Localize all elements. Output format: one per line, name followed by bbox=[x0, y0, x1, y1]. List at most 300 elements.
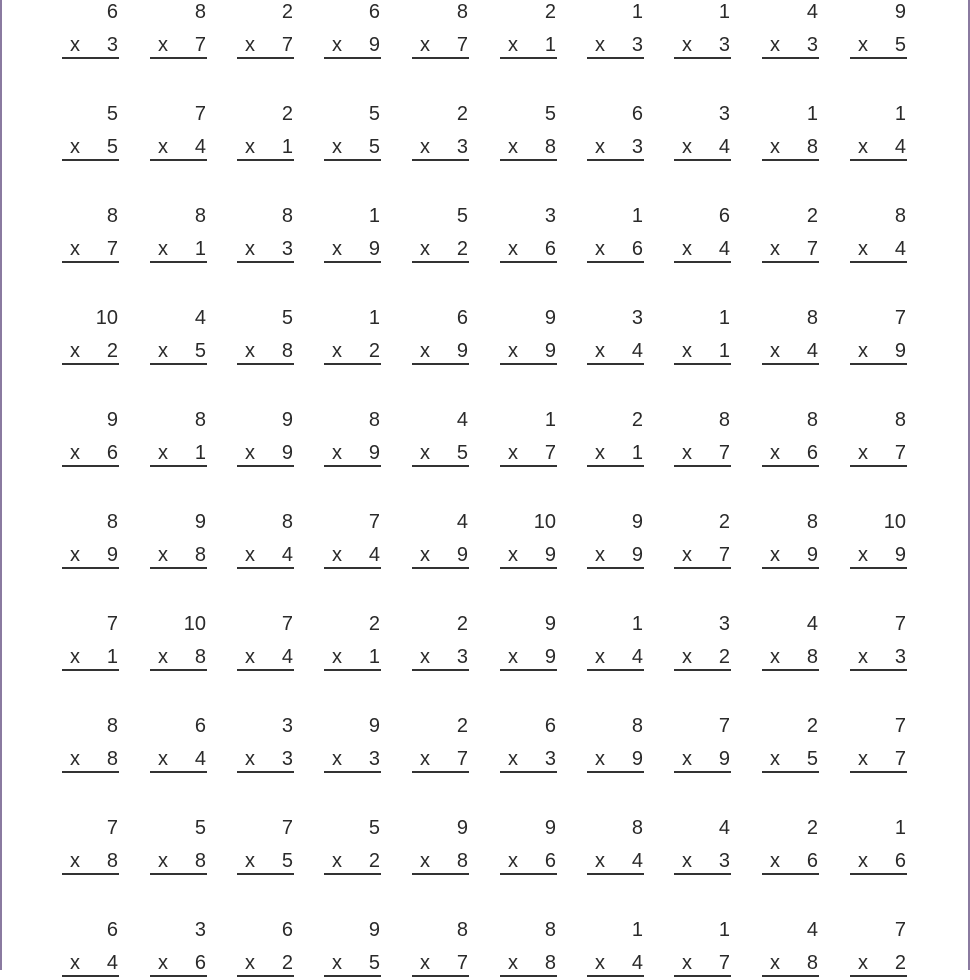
answer-line bbox=[500, 465, 557, 467]
multiply-operator: x bbox=[682, 850, 692, 872]
multiply-operator: x bbox=[595, 238, 605, 260]
multiplicand: 3 bbox=[281, 715, 293, 737]
answer-line bbox=[150, 159, 207, 161]
answer-line bbox=[412, 873, 469, 875]
multiply-operator: x bbox=[682, 748, 692, 770]
multiplication-problem bbox=[674, 204, 731, 266]
multiply-operator: x bbox=[245, 442, 255, 464]
answer-line bbox=[62, 771, 119, 773]
multiplication-problem bbox=[674, 816, 731, 878]
multiplier: 3 bbox=[106, 34, 118, 56]
multiplicand: 6 bbox=[544, 715, 556, 737]
answer-line bbox=[237, 975, 294, 977]
multiplication-problem bbox=[62, 714, 119, 776]
answer-line bbox=[500, 669, 557, 671]
answer-line bbox=[850, 771, 907, 773]
multiplication-problem bbox=[62, 306, 119, 368]
multiplicand: 8 bbox=[631, 715, 643, 737]
answer-line bbox=[324, 975, 381, 977]
answer-line bbox=[674, 567, 731, 569]
multiplicand: 2 bbox=[281, 1, 293, 23]
multiply-operator: x bbox=[595, 952, 605, 974]
multiply-operator: x bbox=[682, 34, 692, 56]
multiply-operator: x bbox=[770, 34, 780, 56]
multiplier: 7 bbox=[894, 442, 906, 464]
multiplication-problem bbox=[62, 918, 119, 980]
answer-line bbox=[237, 567, 294, 569]
multiplier: 6 bbox=[806, 850, 818, 872]
multiplicand: 9 bbox=[194, 511, 206, 533]
multiplier: 9 bbox=[368, 442, 380, 464]
answer-line bbox=[324, 363, 381, 365]
multiplicand: 6 bbox=[718, 205, 730, 227]
multiplicand: 2 bbox=[368, 613, 380, 635]
multiply-operator: x bbox=[770, 952, 780, 974]
answer-line bbox=[324, 567, 381, 569]
multiply-operator: x bbox=[858, 952, 868, 974]
multiplication-problem bbox=[237, 816, 294, 878]
multiplicand: 8 bbox=[456, 1, 468, 23]
multiply-operator: x bbox=[332, 136, 342, 158]
multiply-operator: x bbox=[70, 238, 80, 260]
multiplier: 5 bbox=[106, 136, 118, 158]
multiplier: 4 bbox=[894, 238, 906, 260]
multiply-operator: x bbox=[158, 34, 168, 56]
multiply-operator: x bbox=[858, 544, 868, 566]
answer-line bbox=[500, 873, 557, 875]
multiplication-problem bbox=[762, 204, 819, 266]
answer-line bbox=[850, 57, 907, 59]
multiplier: 1 bbox=[194, 238, 206, 260]
multiplicand: 7 bbox=[106, 817, 118, 839]
multiply-operator: x bbox=[682, 646, 692, 668]
multiplicand: 10 bbox=[95, 307, 118, 329]
multiplication-problem bbox=[850, 612, 907, 674]
multiply-operator: x bbox=[420, 544, 430, 566]
multiplication-problem bbox=[62, 816, 119, 878]
multiplication-problem bbox=[762, 816, 819, 878]
multiply-operator: x bbox=[245, 34, 255, 56]
answer-line bbox=[587, 465, 644, 467]
multiply-operator: x bbox=[595, 442, 605, 464]
multiplier: 2 bbox=[456, 238, 468, 260]
multiply-operator: x bbox=[70, 136, 80, 158]
multiply-operator: x bbox=[70, 340, 80, 362]
multiply-operator: x bbox=[770, 442, 780, 464]
multiplication-problem bbox=[412, 612, 469, 674]
multiplication-problem bbox=[500, 102, 557, 164]
multiplication-problem bbox=[674, 0, 731, 62]
multiplier: 4 bbox=[631, 850, 643, 872]
answer-line bbox=[324, 261, 381, 263]
answer-line bbox=[850, 261, 907, 263]
multiplicand: 7 bbox=[894, 307, 906, 329]
multiply-operator: x bbox=[332, 544, 342, 566]
multiplication-problem bbox=[412, 816, 469, 878]
multiplier: 8 bbox=[806, 952, 818, 974]
multiplication-problem bbox=[587, 0, 644, 62]
multiplicand: 7 bbox=[106, 613, 118, 635]
answer-line bbox=[850, 465, 907, 467]
multiplication-problem bbox=[324, 0, 381, 62]
answer-line bbox=[587, 159, 644, 161]
multiply-operator: x bbox=[508, 442, 518, 464]
multiplier: 4 bbox=[631, 646, 643, 668]
multiplier: 7 bbox=[194, 34, 206, 56]
multiplicand: 1 bbox=[631, 919, 643, 941]
multiplicand: 7 bbox=[281, 817, 293, 839]
multiplier: 5 bbox=[194, 340, 206, 362]
multiplicand: 5 bbox=[194, 817, 206, 839]
multiplier: 5 bbox=[894, 34, 906, 56]
answer-line bbox=[324, 771, 381, 773]
answer-line bbox=[674, 261, 731, 263]
multiply-operator: x bbox=[332, 952, 342, 974]
multiplier: 6 bbox=[194, 952, 206, 974]
multiplier: 7 bbox=[806, 238, 818, 260]
multiplier: 8 bbox=[106, 748, 118, 770]
multiplication-problem bbox=[674, 408, 731, 470]
multiplication-problem bbox=[850, 714, 907, 776]
answer-line bbox=[762, 261, 819, 263]
multiplier: 2 bbox=[106, 340, 118, 362]
multiply-operator: x bbox=[332, 442, 342, 464]
multiplier: 7 bbox=[456, 34, 468, 56]
multiply-operator: x bbox=[158, 442, 168, 464]
multiplicand: 8 bbox=[106, 511, 118, 533]
multiplicand: 1 bbox=[544, 409, 556, 431]
multiplier: 3 bbox=[806, 34, 818, 56]
multiplier: 5 bbox=[456, 442, 468, 464]
multiplicand: 7 bbox=[281, 613, 293, 635]
answer-line bbox=[412, 363, 469, 365]
multiply-operator: x bbox=[858, 34, 868, 56]
multiplier: 4 bbox=[106, 952, 118, 974]
multiplier: 7 bbox=[544, 442, 556, 464]
multiply-operator: x bbox=[245, 952, 255, 974]
multiplication-problem bbox=[850, 510, 907, 572]
answer-line bbox=[412, 159, 469, 161]
multiplication-problem bbox=[62, 510, 119, 572]
multiply-operator: x bbox=[158, 850, 168, 872]
multiplier: 8 bbox=[806, 646, 818, 668]
multiplier: 3 bbox=[631, 34, 643, 56]
multiplication-problem bbox=[587, 612, 644, 674]
multiplier: 2 bbox=[281, 952, 293, 974]
multiplier: 3 bbox=[718, 34, 730, 56]
multiplier: 7 bbox=[718, 952, 730, 974]
answer-line bbox=[62, 159, 119, 161]
multiplier: 2 bbox=[368, 340, 380, 362]
multiply-operator: x bbox=[158, 748, 168, 770]
answer-line bbox=[412, 975, 469, 977]
multiply-operator: x bbox=[508, 850, 518, 872]
multiplication-problem bbox=[237, 510, 294, 572]
multiplicand: 8 bbox=[194, 1, 206, 23]
multiplicand: 3 bbox=[718, 103, 730, 125]
multiplier: 8 bbox=[456, 850, 468, 872]
multiplier: 9 bbox=[631, 748, 643, 770]
multiplicand: 7 bbox=[894, 919, 906, 941]
answer-line bbox=[674, 975, 731, 977]
multiplier: 3 bbox=[631, 136, 643, 158]
multiplier: 9 bbox=[456, 340, 468, 362]
multiplier: 1 bbox=[718, 340, 730, 362]
multiplication-problem bbox=[150, 408, 207, 470]
multiplicand: 8 bbox=[368, 409, 380, 431]
multiplication-problem bbox=[674, 612, 731, 674]
multiplicand: 2 bbox=[718, 511, 730, 533]
multiplier: 1 bbox=[544, 34, 556, 56]
multiplication-problem bbox=[237, 918, 294, 980]
multiplier: 8 bbox=[281, 340, 293, 362]
multiply-operator: x bbox=[420, 34, 430, 56]
multiply-operator: x bbox=[158, 646, 168, 668]
answer-line bbox=[850, 567, 907, 569]
answer-line bbox=[674, 669, 731, 671]
multiplicand: 8 bbox=[194, 409, 206, 431]
multiplicand: 2 bbox=[456, 715, 468, 737]
multiplication-problem bbox=[587, 408, 644, 470]
multiplication-problem bbox=[850, 204, 907, 266]
multiplicand: 9 bbox=[894, 1, 906, 23]
multiplicand: 1 bbox=[368, 205, 380, 227]
multiply-operator: x bbox=[508, 34, 518, 56]
answer-line bbox=[850, 975, 907, 977]
multiplier: 4 bbox=[894, 136, 906, 158]
multiplicand: 1 bbox=[718, 1, 730, 23]
multiplication-problem bbox=[500, 918, 557, 980]
multiplier: 3 bbox=[894, 646, 906, 668]
multiplication-problem bbox=[500, 306, 557, 368]
multiplier: 1 bbox=[281, 136, 293, 158]
multiplier: 3 bbox=[544, 748, 556, 770]
multiply-operator: x bbox=[158, 952, 168, 974]
multiplicand: 6 bbox=[631, 103, 643, 125]
answer-line bbox=[150, 57, 207, 59]
multiplication-problem bbox=[850, 0, 907, 62]
answer-line bbox=[762, 771, 819, 773]
answer-line bbox=[674, 159, 731, 161]
multiplicand: 5 bbox=[106, 103, 118, 125]
multiply-operator: x bbox=[245, 340, 255, 362]
multiplicand: 2 bbox=[806, 715, 818, 737]
multiply-operator: x bbox=[682, 136, 692, 158]
multiplication-problem bbox=[762, 102, 819, 164]
answer-line bbox=[412, 567, 469, 569]
multiplication-problem bbox=[850, 306, 907, 368]
multiplier: 8 bbox=[194, 544, 206, 566]
multiply-operator: x bbox=[158, 136, 168, 158]
multiplication-problem bbox=[324, 816, 381, 878]
multiplicand: 9 bbox=[456, 817, 468, 839]
multiplication-problem bbox=[850, 918, 907, 980]
answer-line bbox=[412, 57, 469, 59]
multiplicand: 1 bbox=[631, 1, 643, 23]
answer-line bbox=[324, 873, 381, 875]
multiply-operator: x bbox=[770, 850, 780, 872]
answer-line bbox=[500, 159, 557, 161]
multiply-operator: x bbox=[770, 340, 780, 362]
multiplication-problem bbox=[500, 0, 557, 62]
answer-line bbox=[150, 363, 207, 365]
multiplication-problem bbox=[850, 408, 907, 470]
answer-line bbox=[587, 567, 644, 569]
multiplicand: 2 bbox=[806, 817, 818, 839]
multiply-operator: x bbox=[858, 850, 868, 872]
multiply-operator: x bbox=[420, 952, 430, 974]
multiplicand: 6 bbox=[368, 1, 380, 23]
multiplication-problem bbox=[412, 306, 469, 368]
multiplier: 9 bbox=[544, 544, 556, 566]
answer-line bbox=[62, 567, 119, 569]
multiplication-problem bbox=[237, 0, 294, 62]
multiply-operator: x bbox=[682, 442, 692, 464]
multiply-operator: x bbox=[770, 238, 780, 260]
multiply-operator: x bbox=[858, 136, 868, 158]
multiply-operator: x bbox=[245, 238, 255, 260]
multiply-operator: x bbox=[858, 748, 868, 770]
multiplication-problem bbox=[150, 204, 207, 266]
multiplier: 9 bbox=[456, 544, 468, 566]
multiply-operator: x bbox=[508, 952, 518, 974]
multiply-operator: x bbox=[332, 340, 342, 362]
multiply-operator: x bbox=[858, 340, 868, 362]
multiplier: 7 bbox=[456, 952, 468, 974]
multiplication-problem bbox=[62, 102, 119, 164]
multiplicand: 8 bbox=[806, 409, 818, 431]
multiply-operator: x bbox=[858, 238, 868, 260]
multiplier: 6 bbox=[894, 850, 906, 872]
multiply-operator: x bbox=[420, 442, 430, 464]
multiplier: 5 bbox=[806, 748, 818, 770]
multiplication-problem bbox=[587, 510, 644, 572]
multiplicand: 2 bbox=[281, 103, 293, 125]
multiplicand: 9 bbox=[368, 715, 380, 737]
multiply-operator: x bbox=[70, 34, 80, 56]
multiplier: 6 bbox=[806, 442, 818, 464]
multiply-operator: x bbox=[682, 340, 692, 362]
multiplicand: 7 bbox=[718, 715, 730, 737]
multiplier: 9 bbox=[544, 646, 556, 668]
multiplicand: 8 bbox=[456, 919, 468, 941]
multiplier: 4 bbox=[631, 340, 643, 362]
multiply-operator: x bbox=[332, 850, 342, 872]
multiplicand: 10 bbox=[883, 511, 906, 533]
answer-line bbox=[587, 57, 644, 59]
multiplication-problem bbox=[412, 918, 469, 980]
answer-line bbox=[587, 975, 644, 977]
multiplicand: 8 bbox=[806, 511, 818, 533]
multiplication-problem bbox=[237, 306, 294, 368]
multiply-operator: x bbox=[595, 850, 605, 872]
multiplication-problem bbox=[237, 102, 294, 164]
multiplicand: 1 bbox=[894, 103, 906, 125]
multiplicand: 8 bbox=[894, 205, 906, 227]
multiplication-problem bbox=[762, 714, 819, 776]
multiplication-problem bbox=[62, 612, 119, 674]
answer-line bbox=[150, 669, 207, 671]
multiplicand: 7 bbox=[194, 103, 206, 125]
multiply-operator: x bbox=[420, 646, 430, 668]
multiplicand: 9 bbox=[281, 409, 293, 431]
multiply-operator: x bbox=[332, 748, 342, 770]
multiplicand: 8 bbox=[631, 817, 643, 839]
multiplier: 9 bbox=[806, 544, 818, 566]
multiplication-problem bbox=[150, 612, 207, 674]
multiplier: 4 bbox=[368, 544, 380, 566]
multiplicand: 8 bbox=[718, 409, 730, 431]
multiplier: 9 bbox=[368, 238, 380, 260]
multiplicand: 4 bbox=[806, 613, 818, 635]
answer-line bbox=[762, 57, 819, 59]
multiplicand: 9 bbox=[544, 307, 556, 329]
multiplier: 1 bbox=[631, 442, 643, 464]
multiplication-problem bbox=[412, 102, 469, 164]
multiply-operator: x bbox=[420, 136, 430, 158]
multiplication-problem bbox=[324, 102, 381, 164]
multiplicand: 1 bbox=[718, 307, 730, 329]
answer-line bbox=[500, 261, 557, 263]
multiplicand: 4 bbox=[456, 511, 468, 533]
multiplicand: 8 bbox=[106, 205, 118, 227]
multiply-operator: x bbox=[682, 238, 692, 260]
multiplier: 9 bbox=[894, 340, 906, 362]
multiply-operator: x bbox=[508, 340, 518, 362]
multiply-operator: x bbox=[245, 850, 255, 872]
multiplicand: 10 bbox=[533, 511, 556, 533]
multiplication-problem bbox=[500, 204, 557, 266]
multiply-operator: x bbox=[245, 136, 255, 158]
answer-line bbox=[62, 669, 119, 671]
multiplication-problem bbox=[150, 102, 207, 164]
multiplicand: 9 bbox=[544, 613, 556, 635]
multiplier: 3 bbox=[456, 646, 468, 668]
multiplicand: 5 bbox=[368, 817, 380, 839]
answer-line bbox=[412, 465, 469, 467]
multiplier: 5 bbox=[281, 850, 293, 872]
multiplicand: 1 bbox=[368, 307, 380, 329]
multiplicand: 1 bbox=[631, 205, 643, 227]
answer-line bbox=[150, 261, 207, 263]
multiplier: 9 bbox=[368, 34, 380, 56]
multiplier: 4 bbox=[718, 136, 730, 158]
answer-line bbox=[500, 771, 557, 773]
multiplier: 9 bbox=[631, 544, 643, 566]
multiply-operator: x bbox=[508, 136, 518, 158]
multiplication-problem bbox=[762, 918, 819, 980]
answer-line bbox=[324, 465, 381, 467]
multiply-operator: x bbox=[420, 340, 430, 362]
multiplication-problem bbox=[587, 714, 644, 776]
multiplier: 7 bbox=[718, 544, 730, 566]
multiplicand: 2 bbox=[544, 1, 556, 23]
answer-line bbox=[412, 771, 469, 773]
multiplicand: 8 bbox=[894, 409, 906, 431]
multiplicand: 4 bbox=[194, 307, 206, 329]
multiplier: 4 bbox=[806, 340, 818, 362]
answer-line bbox=[587, 873, 644, 875]
answer-line bbox=[587, 771, 644, 773]
multiplicand: 4 bbox=[456, 409, 468, 431]
multiplier: 4 bbox=[718, 238, 730, 260]
multiplicand: 8 bbox=[806, 307, 818, 329]
answer-line bbox=[150, 975, 207, 977]
multiplication-problem bbox=[324, 612, 381, 674]
multiplicand: 2 bbox=[456, 613, 468, 635]
multiplicand: 1 bbox=[631, 613, 643, 635]
answer-line bbox=[412, 261, 469, 263]
